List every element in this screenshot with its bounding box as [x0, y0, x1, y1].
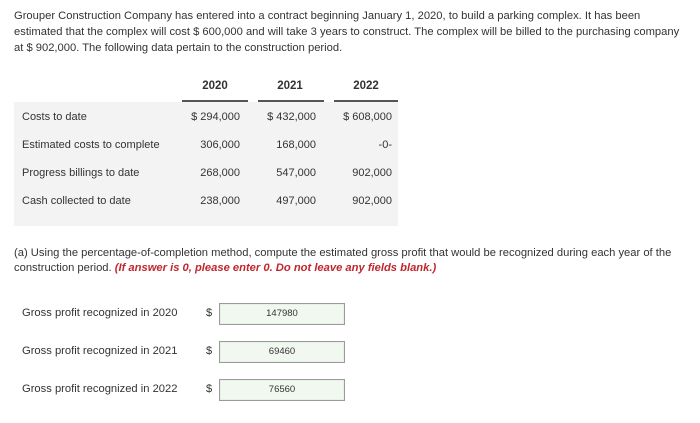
cell-costs-2020: $ 294,000: [191, 111, 240, 123]
answer-label-2020: Gross profit recognized in 2020: [22, 307, 178, 319]
answer-label-2021: Gross profit recognized in 2021: [22, 345, 178, 357]
row-label-progress-billings: Progress billings to date: [22, 167, 140, 179]
row-label-estimated-costs: Estimated costs to complete: [22, 139, 160, 151]
cell-cash-2020: 238,000: [200, 195, 240, 207]
gross-profit-2020-input[interactable]: 147980: [219, 303, 345, 325]
cell-billings-2021: 547,000: [276, 167, 316, 179]
answer-row-2021: [22, 341, 352, 363]
currency-symbol: $: [206, 383, 213, 395]
row-label-cash-collected: Cash collected to date: [22, 195, 131, 207]
answer-row-2022: [22, 379, 352, 401]
column-header-2021: 2021: [277, 80, 303, 92]
gross-profit-2022-input[interactable]: 76560: [219, 379, 345, 401]
cell-cash-2021: 497,000: [276, 195, 316, 207]
cell-estimated-2021: 168,000: [276, 139, 316, 151]
cell-costs-2021: $ 432,000: [267, 111, 316, 123]
currency-symbol: $: [206, 307, 213, 319]
cell-estimated-2020: 306,000: [200, 139, 240, 151]
column-header-2020: 2020: [202, 80, 228, 92]
table-header: [14, 76, 398, 102]
currency-symbol: $: [206, 345, 213, 357]
problem-intro: Grouper Construction Company has entered into a contract beginning January 1, 2020, to build a parking complex. It has been estimated that the complex will cost $ 600,000 and will take 3 years to construct. The complex will be billed to the purchasing company at $ 902,000. The following data pertain to the construction period.: [14, 10, 680, 54]
answer-row-2020: [22, 303, 352, 325]
cell-costs-2022: $ 608,000: [343, 111, 392, 123]
cell-billings-2020: 268,000: [200, 167, 240, 179]
question-note: (If answer is 0, please enter 0. Do not leave any fields blank.): [114, 262, 437, 274]
table-body: [14, 102, 398, 226]
gross-profit-2021-input[interactable]: 69460: [219, 341, 345, 363]
answer-label-2022: Gross profit recognized in 2022: [22, 383, 178, 395]
row-label-costs-to-date: Costs to date: [22, 111, 87, 123]
data-table: [14, 76, 398, 226]
column-header-2022: 2022: [353, 80, 379, 92]
question-text: (a) Using the percentage-of-completion method, compute the estimated gross profit that would be recognized during each year of the construction period.: [14, 247, 672, 274]
question-a: [14, 246, 694, 276]
cell-cash-2022: 902,000: [352, 195, 392, 207]
cell-estimated-2022: -0-: [378, 139, 392, 151]
cell-billings-2022: 902,000: [352, 167, 392, 179]
